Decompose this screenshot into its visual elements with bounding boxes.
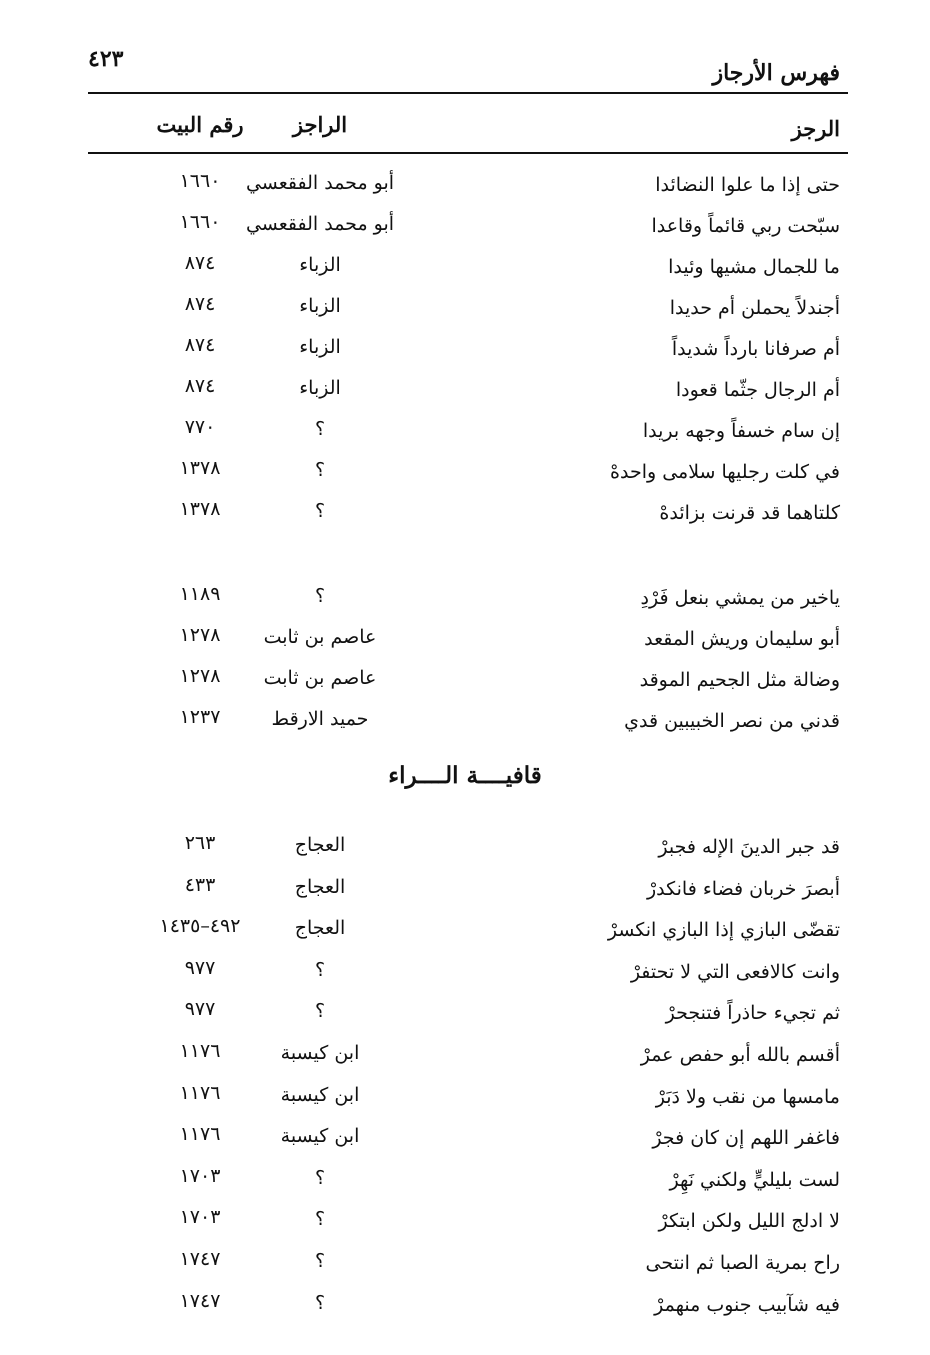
verse-number: ١٢٧٨ [179, 624, 221, 646]
verse-number: ١٧٠٣ [179, 1206, 221, 1228]
verse-text: كلتاهما قد قرنت بزائدهْ [659, 502, 840, 524]
verse-text: تقضّى البازي إذا البازي انكسرْ [607, 919, 840, 941]
column-header-verse: الرجز [791, 116, 840, 141]
poet-name: عاصم بن ثابت [263, 626, 377, 648]
top-rule [88, 92, 848, 94]
poet-name: الزباء [299, 254, 341, 276]
verse-number: ٧٧٠ [184, 416, 216, 438]
verse-text: ياخير من يمشي بنعل فَرْدِ [640, 587, 840, 609]
verse-text: أم صرفانا بارداً شديداً [671, 338, 840, 360]
poet-name: ؟ [314, 500, 326, 522]
verse-number: ١٢٧٨ [179, 665, 221, 687]
verse-number: ١٦٦٠ [179, 170, 221, 192]
verse-text: في كلت رجليها سلامى واحدهْ [610, 461, 840, 483]
verse-text: أقسم بالله أبو حفص عمرْ [640, 1044, 840, 1066]
verse-number: ٨٧٤ [184, 375, 216, 397]
verse-number: ٨٧٤ [184, 252, 216, 274]
verse-number: ١٧٤٧ [179, 1290, 221, 1312]
verse-text: أم الرجال جثّما قعودا [675, 379, 840, 401]
poet-name: ؟ [314, 1000, 326, 1022]
poet-name: حميد الارقط [271, 708, 369, 730]
verse-number: ١٣٧٨ [179, 498, 221, 520]
verse-text: فاغفر اللهم إن كان فجرْ [652, 1127, 840, 1149]
poet-name: عاصم بن ثابت [263, 667, 377, 689]
poet-name: ابن كيسبة [280, 1042, 360, 1064]
verse-text: أبو سليمان وريش المقعد [644, 628, 840, 650]
verse-text: قدني من نصر الخبيبين قدي [624, 710, 840, 732]
verse-number: ٤٩٢–١٤٣٥ [159, 915, 241, 937]
poet-name: العجاج [294, 876, 346, 898]
poet-name: العجاج [294, 917, 346, 939]
page-number: ٤٢٣ [88, 46, 124, 72]
verse-number: ١٣٧٨ [179, 457, 221, 479]
verse-number: ١٧٤٧ [179, 1248, 221, 1270]
poet-name: ؟ [314, 1250, 326, 1272]
poet-name: الزباء [299, 377, 341, 399]
verse-text: ما للجمال مشيها وئيدا [668, 256, 840, 278]
poet-name: ؟ [314, 585, 326, 607]
poet-name: ؟ [314, 1167, 326, 1189]
verse-text: وضالة مثل الجحيم الموقد [639, 669, 840, 691]
poet-name: الزباء [299, 295, 341, 317]
verse-number: ١١٧٦ [179, 1123, 221, 1145]
verse-number: ٨٧٤ [184, 334, 216, 356]
verse-text: سبّحت ربي قائماً وقاعدا [651, 215, 840, 237]
poet-name: ابن كيسبة [280, 1084, 360, 1106]
poet-name: ؟ [314, 418, 326, 440]
poet-name: ؟ [314, 459, 326, 481]
poet-name: ؟ [314, 1292, 326, 1314]
poet-name: أبو محمد الفقعسي [245, 172, 395, 194]
verse-text: وانت كالافعى التي لا تحتفرْ [630, 961, 840, 983]
verse-number: ٤٣٣ [184, 874, 216, 896]
verse-number: ٩٧٧ [184, 957, 216, 979]
verse-number: ٢٦٣ [184, 832, 216, 854]
verse-text: قد جبر الدينَ الإله فجبرْ [658, 836, 840, 858]
verse-text: أجندلاً يحملن أم حديدا [669, 297, 840, 319]
verse-text: أبصرَ خربان فضاء فانكدرْ [647, 878, 840, 900]
verse-number: ٨٧٤ [184, 293, 216, 315]
verse-number: ١١٧٦ [179, 1082, 221, 1104]
header-bottom-rule [88, 152, 848, 154]
verse-number: ١٦٦٠ [179, 211, 221, 233]
section-title: قافيــــة الــــراء [388, 762, 542, 789]
verse-number: ١٧٠٣ [179, 1165, 221, 1187]
verse-text: مامسها من نقب ولا دَبَرْ [655, 1086, 840, 1108]
running-title: فهرس الأرجاز [712, 60, 840, 86]
verse-text: راح بمرية الصبا ثم انتحى [645, 1252, 840, 1274]
column-header-verse-number: رقم البيت [156, 112, 244, 137]
verse-number: ١١٨٩ [179, 583, 221, 605]
verse-text: إن سام خسفاً وجهه بريدا [642, 420, 840, 442]
poet-name: ؟ [314, 1208, 326, 1230]
verse-text: فيه شآبيب جنوب منهمرْ [654, 1294, 840, 1316]
poet-name: ابن كيسبة [280, 1125, 360, 1147]
verse-number: ٩٧٧ [184, 998, 216, 1020]
verse-number: ١٢٣٧ [179, 706, 221, 728]
verse-number: ١١٧٦ [179, 1040, 221, 1062]
poet-name: العجاج [294, 834, 346, 856]
verse-text: حتى إذا ما علوا النضائدا [655, 174, 840, 196]
poet-name: أبو محمد الفقعسي [245, 213, 395, 235]
poet-name: ؟ [314, 959, 326, 981]
column-header-poet: الراجز [292, 112, 348, 137]
verse-text: لست بليليٍّ ولكني نَهِرْ [669, 1169, 840, 1191]
poet-name: الزباء [299, 336, 341, 358]
verse-text: ثم تجيء حاذراً فتنجحرْ [665, 1002, 840, 1024]
verse-text: لا ادلج الليل ولكن ابتكرْ [658, 1210, 840, 1232]
